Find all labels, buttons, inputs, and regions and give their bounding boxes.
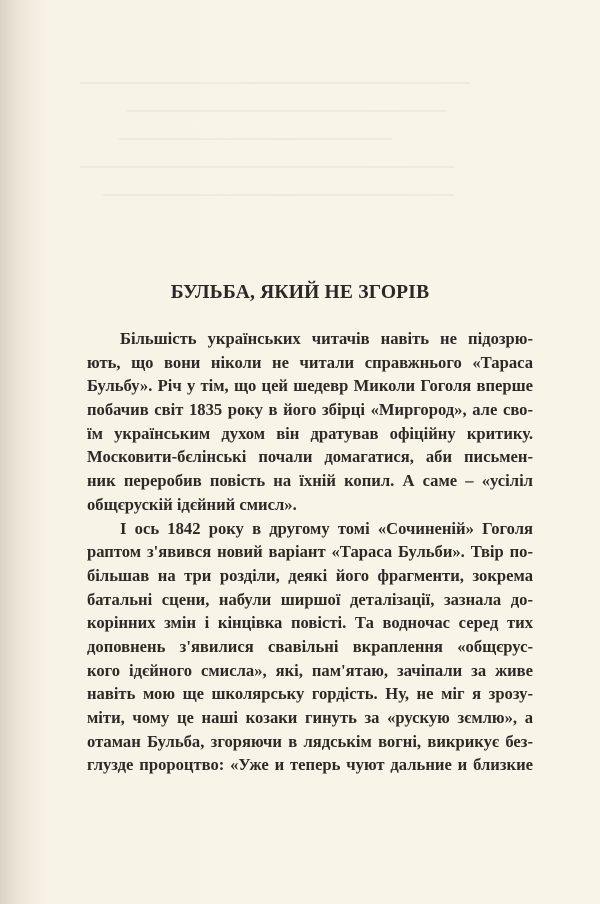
text-line: навіть мою ще школярську гордість. Ну, не міг я зрозу- — [87, 684, 533, 704]
body-text — [87, 327, 533, 777]
text-line: батальні сцени, набули ширшої деталізації, зазнала до- — [87, 589, 533, 609]
text-line: І ось 1842 року в другому томі «Сочиненій» Гоголя — [120, 518, 533, 538]
text-line: побачив світ 1835 року в його збірці «Миргород», але сво- — [87, 400, 533, 420]
text-line: Більшість українських читачів навіть не підозрю- — [120, 329, 533, 348]
text-line: глузде пророцтво: «Уже и теперь чуют дальние и близкие — [87, 755, 533, 775]
text-line: корінних змін і кінцівка повісті. Та водночас серед тих — [87, 613, 533, 633]
text-line: Московити-бєлінські почали домагатися, аби письмен- — [87, 447, 533, 467]
text-line: кого ідєйного смисла», які, пам'ятаю, зачіпали за живе — [87, 660, 533, 680]
text-line: раптом з'явився новий варіант «Тараса Бульби». Твір по- — [87, 542, 533, 562]
text-line: міти, чому це наші козаки гинуть за «рускую зємлю», а — [87, 708, 533, 727]
reverse-page-bleed-through — [80, 82, 470, 252]
text-line: общєрускій ідєйний смисл». — [87, 494, 297, 514]
text-line: доповнень з'явилися свавільні вкраплення «общєрус- — [87, 636, 533, 656]
text-line: ють, що вони ніколи не читали справжнього «Тараса — [87, 352, 533, 372]
text-line: їм українським духом він дратував офіційну критику. — [87, 423, 533, 443]
text-line: Бульбу». Річ у тім, що цей шедевр Миколи Гоголя вперше — [87, 376, 533, 396]
text-line: отаман Бульба, згоряючи в лядськім вогні, викрикує без- — [87, 731, 533, 751]
text-line: більшав на три розділи, деякі його фрагменти, зокрема — [87, 565, 533, 585]
chapter-title: БУЛЬБА, ЯКИЙ НЕ ЗГОРІВ — [170, 282, 430, 303]
text-line: ник переробив повість на їхній копил. А саме – «усіліл — [87, 471, 533, 491]
